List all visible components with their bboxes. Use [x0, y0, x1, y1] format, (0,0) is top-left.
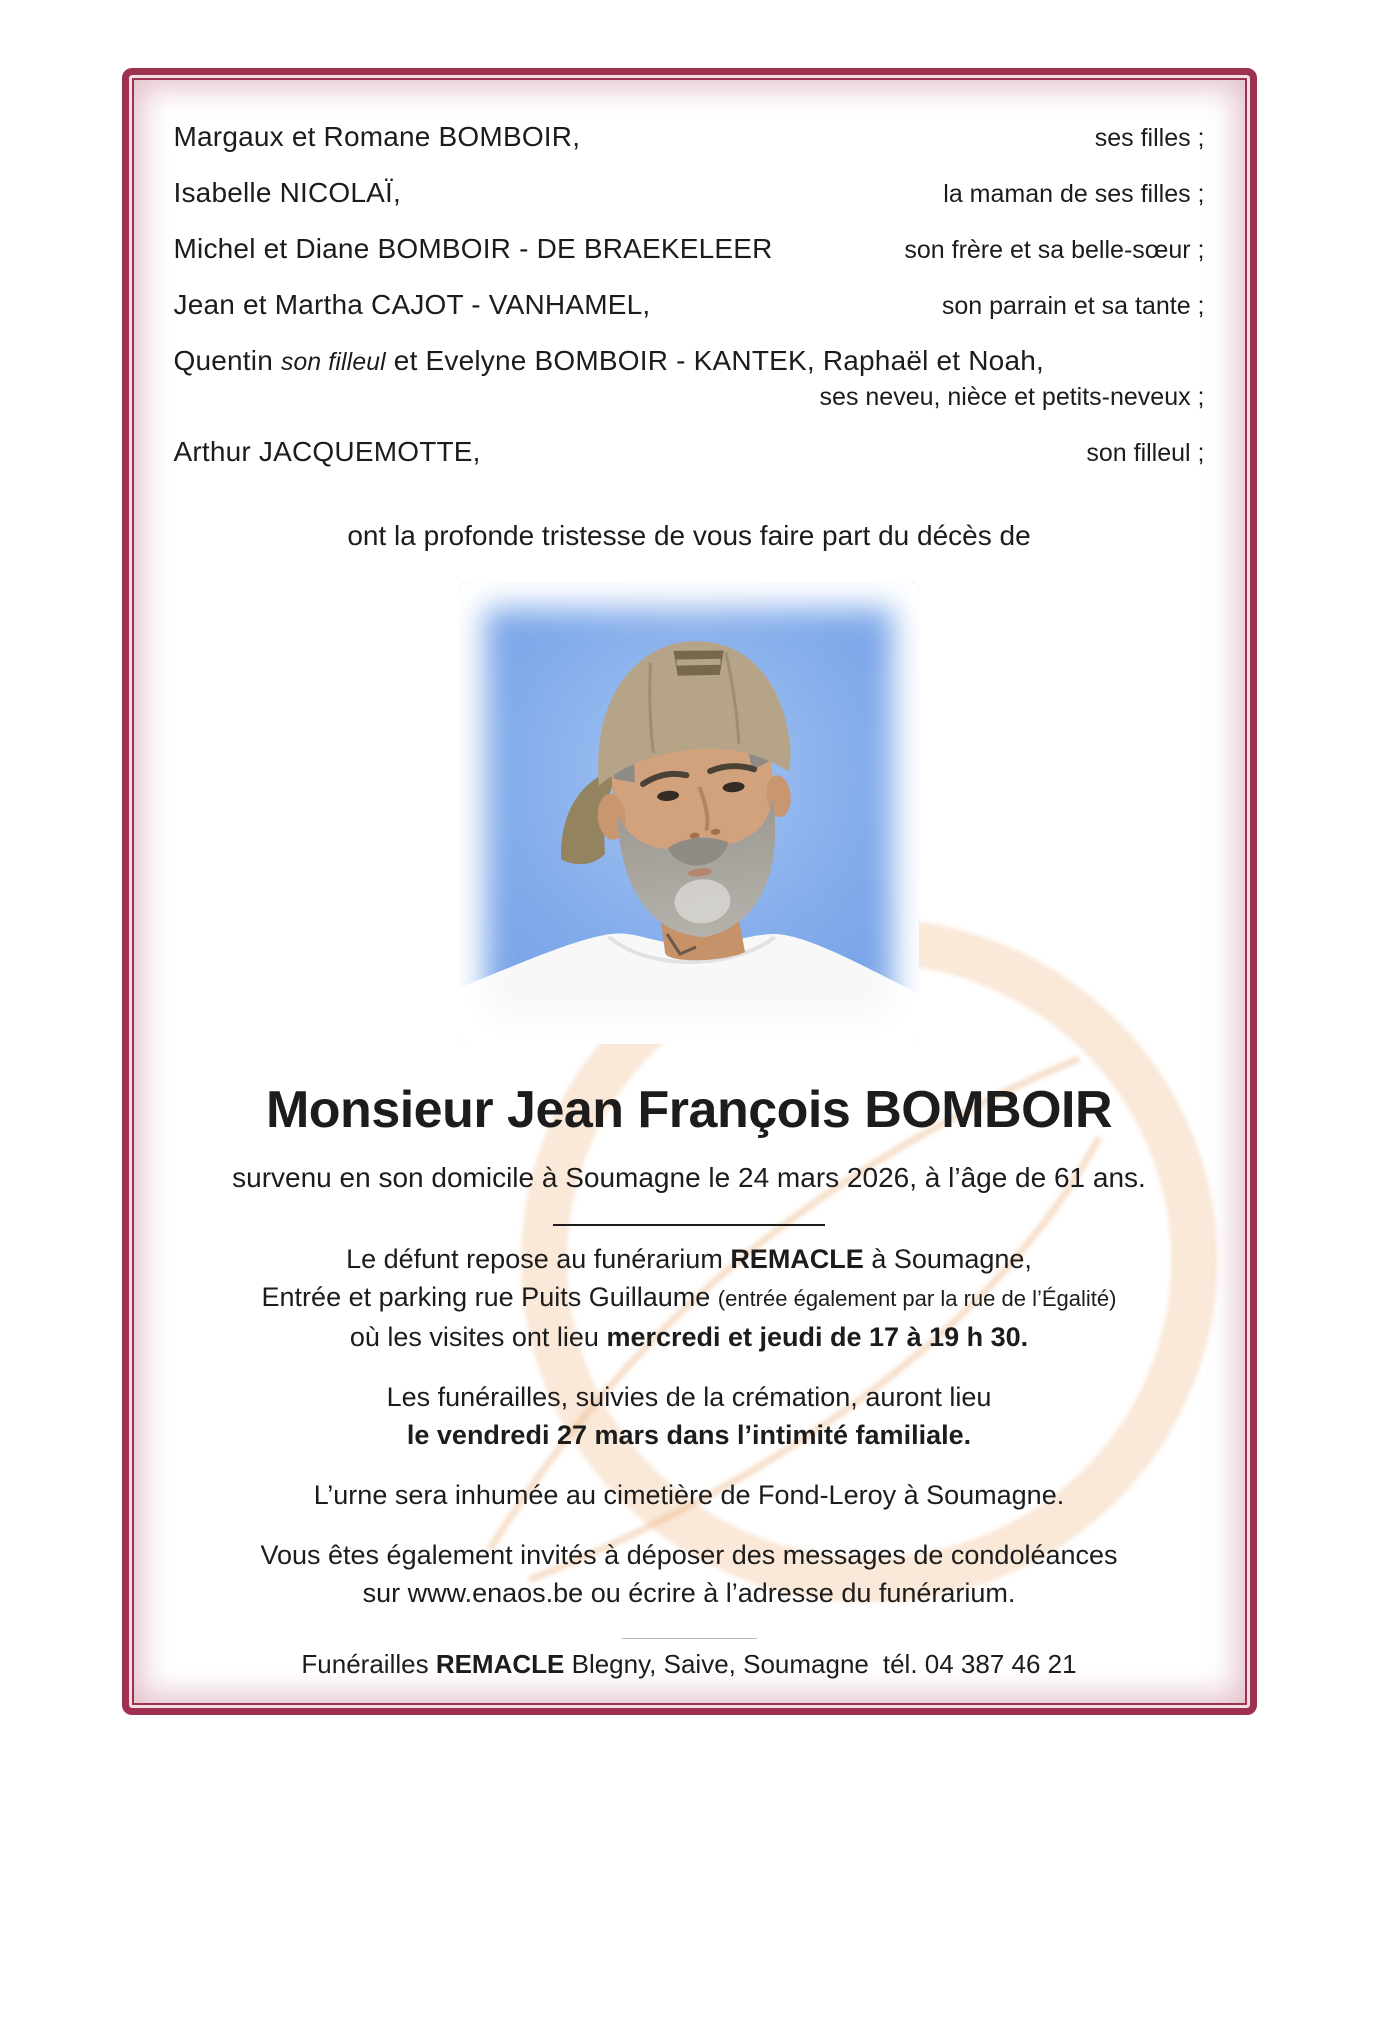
death-details: survenu en son domicile à Soumagne le 24 mars 2026, à l’âge de 61 ans.	[232, 1162, 1146, 1193]
separator-line	[553, 1224, 825, 1226]
family-name: Quentin son filleul et Evelyne BOMBOIR - KANTEK, Raphaël et Noah,	[173, 345, 1044, 376]
family-name: Michel et Diane BOMBOIR - DE BRAEKELEER	[173, 233, 773, 264]
family-relation: son frère et sa belle-sœur ;	[904, 236, 1205, 264]
family-row	[174, 177, 1205, 209]
condolences-website-line: sur www.enaos.be ou écrire à l’adresse du funérarium.	[362, 1578, 1016, 1608]
family-name: Jean et Martha CAJOT - VANHAMEL,	[173, 289, 651, 320]
deceased-name: Monsieur Jean François BOMBOIR	[265, 1081, 1113, 1139]
family-row	[174, 345, 1205, 412]
family-row	[174, 436, 1205, 468]
cap-strap	[677, 659, 721, 666]
announcement-line: ont la profonde tristesse de vous faire part du décès de	[347, 520, 1031, 551]
wake-paragraph: Le défunt repose au funérarium REMACLE à Soumagne, Entrée et parking rue Puits Guillaume (entrée également par la rue de l’Égalité) où les visites ont lieu mercredi et jeudi de 17 à 19 h 30.	[261, 1244, 1117, 1352]
family-relation: son filleul ;	[1086, 439, 1205, 467]
family-relation: la maman de ses filles ;	[943, 180, 1205, 208]
funeral-paragraph: Les funérailles, suivies de la crémation, auront lieu le vendredi 27 mars dans l’intimité familiale.	[386, 1382, 992, 1450]
family-row	[174, 233, 1205, 265]
family-relation: ses neveu, nièce et petits-neveux ;	[819, 383, 1205, 411]
family-row	[174, 289, 1205, 321]
memorial-card	[122, 68, 1257, 1715]
urn-paragraph: L’urne sera inhumée au cimetière de Fond-Leroy à Soumagne.	[313, 1480, 1065, 1510]
family-name: Isabelle NICOLAÏ,	[173, 177, 401, 208]
page	[0, 68, 1378, 2017]
condolences-paragraph: Vous êtes également invités à déposer des messages de condoléances sur www.enaos.be ou écrire à l’adresse du funérarium.	[260, 1540, 1118, 1608]
portrait-illustration	[459, 582, 919, 1044]
family-relation: son parrain et sa tante ;	[941, 292, 1205, 320]
family-name: Arthur JACQUEMOTTE,	[173, 436, 481, 467]
footer-separator	[622, 1638, 757, 1639]
funeral-home-footer: Funérailles REMACLE Blegny, Saive, Soumagne tél. 04 387 46 21	[301, 1649, 1077, 1679]
family-row	[174, 121, 1205, 153]
footer-phone: tél. 04 387 46 21	[882, 1649, 1077, 1679]
family-name: Margaux et Romane BOMBOIR,	[173, 121, 581, 152]
portrait-photo	[459, 582, 919, 1044]
family-relation: ses filles ;	[1094, 124, 1205, 152]
card-content	[174, 121, 1205, 1680]
family-list	[174, 121, 1205, 468]
